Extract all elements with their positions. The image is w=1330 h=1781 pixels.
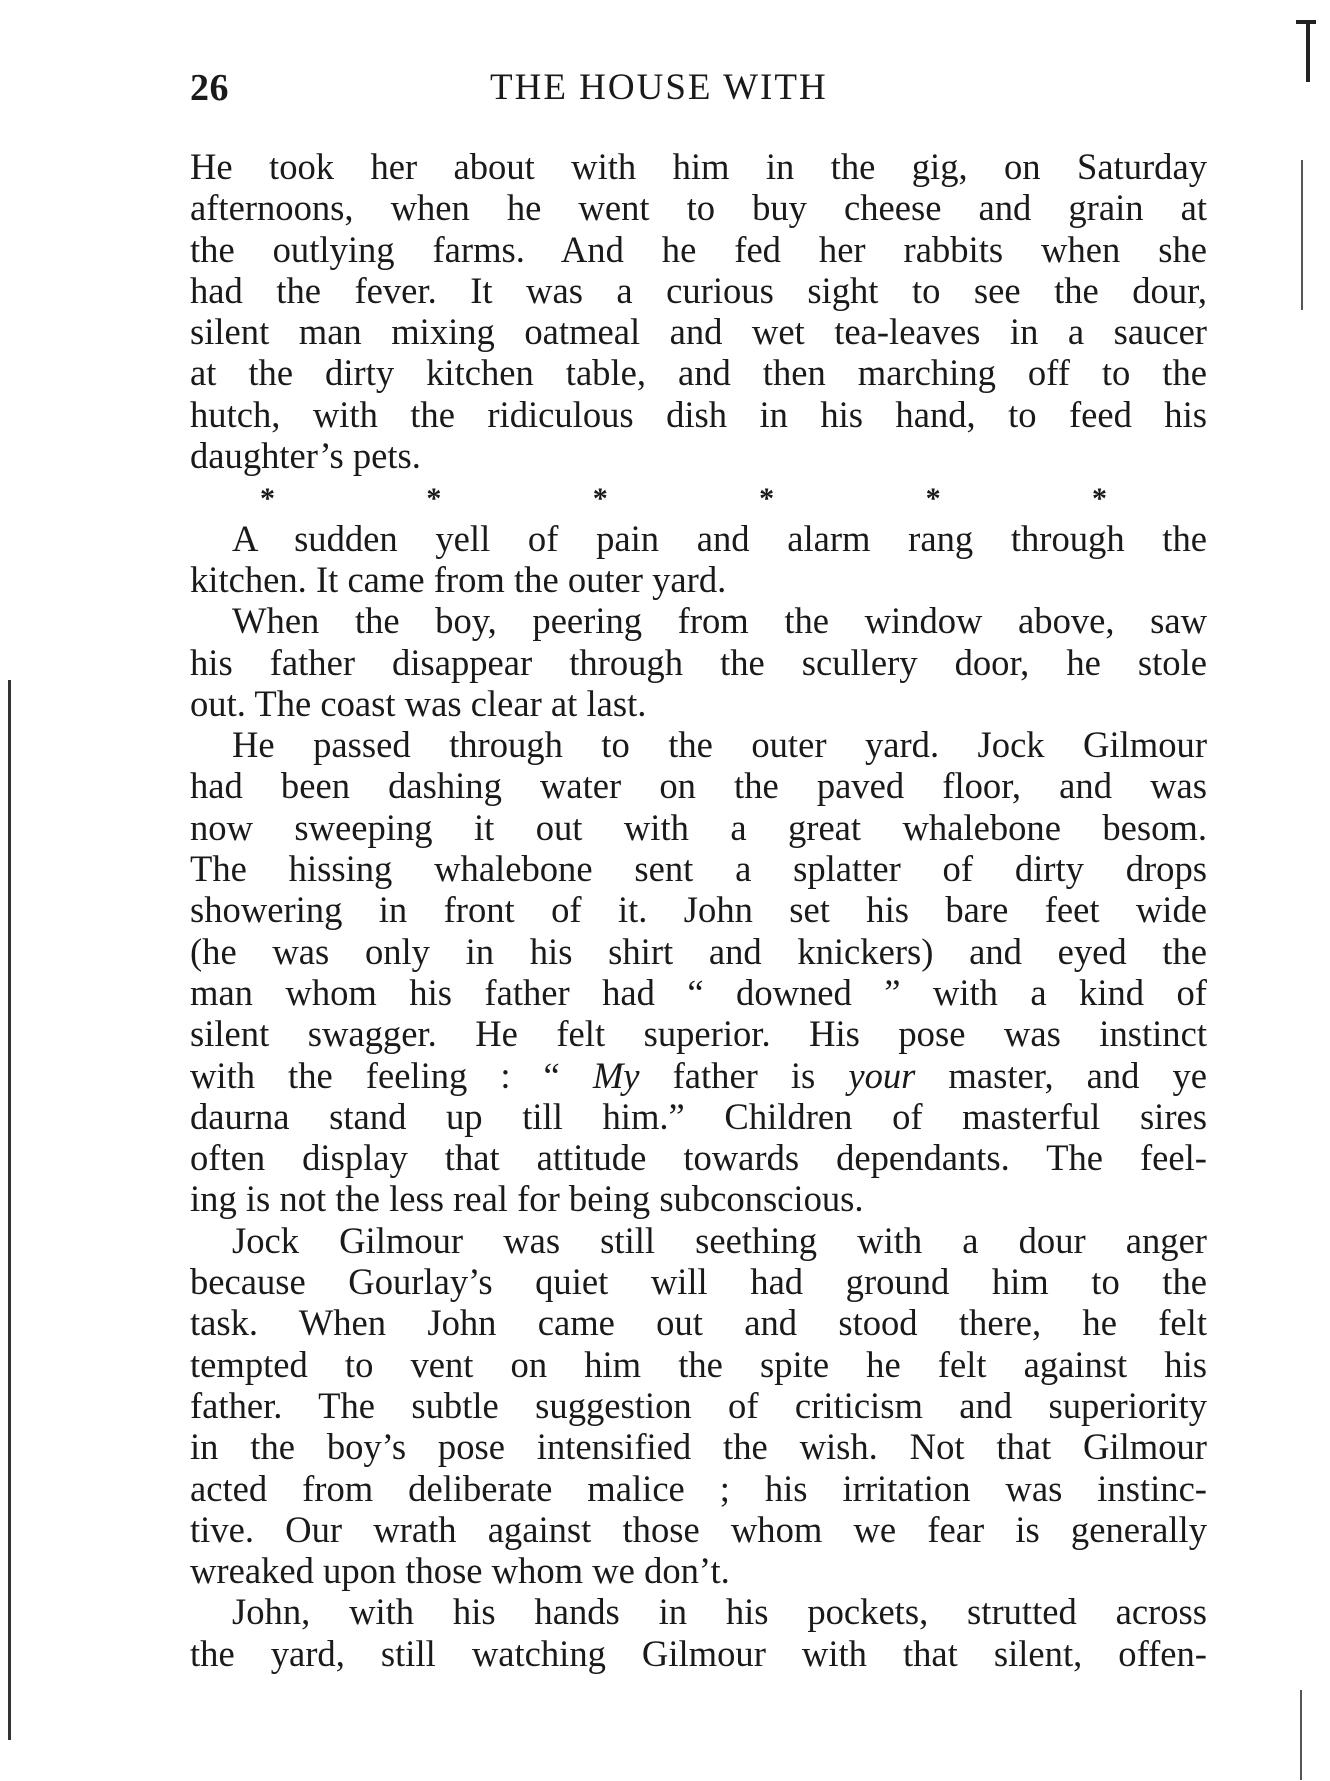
text-line: silent swagger. He felt superior. His pose was instinct (190, 1013, 1207, 1055)
text-line: John, with his hands in his pockets, strutted across (232, 1591, 1207, 1633)
text-line: his father disappear through the scullery door, he stole (190, 641, 1207, 683)
asterisk: * (925, 482, 941, 516)
text-line: When the boy, peering from the window above, saw (232, 600, 1207, 642)
text-line: at the dirty kitchen table, and then marching off to the (190, 352, 1207, 394)
text-line: now sweeping it out with a great whalebone besom. (190, 806, 1207, 848)
text-line: wreaked upon those whom we don’t. (190, 1550, 730, 1592)
text-line: had the fever. It was a curious sight to see the dour, (190, 269, 1207, 311)
paragraph (190, 146, 1207, 476)
text-line: man whom his father had “ downed ” with a kind of (190, 971, 1207, 1013)
text-line: the yard, still watching Gilmour with that silent, offen- (190, 1632, 1207, 1674)
text-line: showering in front of it. John set his bare feet wide (190, 889, 1207, 931)
text-line: ing is not the less real for being subconscious. (190, 1178, 864, 1220)
asterisk: * (759, 482, 775, 516)
asterisk: * (260, 482, 275, 516)
text-line: task. When John came out and stood there, he felt (190, 1302, 1207, 1344)
asterisk: * (592, 482, 608, 516)
body-text (190, 146, 1207, 1674)
text-line: daughter’s pets. (190, 435, 421, 477)
text-line: silent man mixing oatmeal and wet tea-leaves in a saucer (190, 311, 1207, 353)
italic-word: your (848, 1054, 916, 1096)
text-line: afternoons, when he went to buy cheese and grain at (190, 187, 1207, 229)
text-line: (he was only in his shirt and knickers) and eyed the (190, 930, 1207, 972)
scan-edge-mark (8, 680, 11, 1740)
paragraph (190, 518, 1207, 601)
section-break (190, 476, 1207, 517)
italic-word: My (592, 1054, 640, 1096)
paragraph (190, 1591, 1207, 1674)
text-segment: master, and ye (915, 1054, 1207, 1096)
text-line: tive. Our wrath against those whom we fear is generally (190, 1508, 1207, 1550)
paragraph (190, 1220, 1207, 1592)
page-header (190, 66, 1210, 116)
paragraph (190, 600, 1207, 724)
text-line: the outlying farms. And he fed her rabbits when she (190, 228, 1207, 270)
text-line: Jock Gilmour was still seething with a dour anger (232, 1219, 1207, 1261)
text-line: kitchen. It came from the outer yard. (190, 558, 727, 600)
text-line: often display that attitude towards dependants. The feel- (190, 1137, 1207, 1179)
text-line: hutch, with the ridiculous dish in his hand, to feed his (190, 393, 1207, 435)
text-line: A sudden yell of pain and alarm rang through the (232, 517, 1207, 559)
asterisk: * (426, 482, 442, 516)
text-line: tempted to vent on him the spite he felt against his (190, 1343, 1207, 1385)
text-line: acted from deliberate malice ; his irritation was instinc- (190, 1467, 1207, 1509)
text-line (190, 1055, 1207, 1096)
paragraph (190, 724, 1207, 1220)
text-line: He took her about with him in the gig, on Saturday (190, 146, 1207, 187)
text-line: The hissing whalebone sent a splatter of dirty drops (190, 848, 1207, 890)
running-head: THE HOUSE WITH (490, 67, 828, 108)
scan-edge-mark (1301, 160, 1303, 310)
text-line: in the boy’s pose intensified the wish. Not that Gilmour (190, 1426, 1207, 1468)
text-line: had been dashing water on the paved floor, and was (190, 765, 1207, 807)
text-line: because Gourlay’s quiet will had ground him to the (190, 1261, 1207, 1303)
text-line: daurna stand up till him.” Children of masterful sires (190, 1095, 1207, 1137)
text-line: out. The coast was clear at last. (190, 682, 647, 724)
scan-edge-mark (1300, 1690, 1302, 1780)
text-segment: with the feeling : “ (190, 1054, 593, 1096)
scan-edge-mark (1306, 20, 1310, 82)
text-line: He passed through to the outer yard. Jock Gilmour (232, 724, 1207, 766)
text-line: father. The subtle suggestion of criticism and superiority (190, 1384, 1207, 1426)
page-number: 26 (190, 67, 229, 109)
asterisk: * (1091, 482, 1107, 516)
text-segment: father is (639, 1054, 849, 1096)
